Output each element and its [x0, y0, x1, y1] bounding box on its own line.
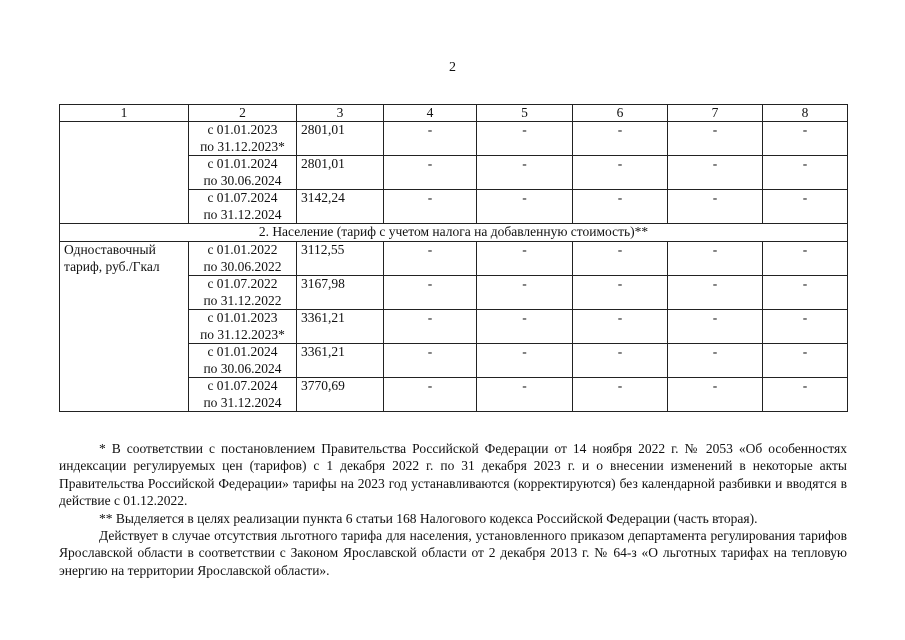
empty-value-cell: - — [384, 276, 477, 310]
empty-value-cell: - — [573, 156, 668, 190]
empty-value-cell: - — [763, 344, 848, 378]
period-cell: с 01.07.2024 по 31.12.2024 — [189, 190, 297, 224]
tariff-value-cell: 3142,24 — [297, 190, 384, 224]
empty-value-cell: - — [573, 242, 668, 276]
page-number: 2 — [449, 60, 456, 75]
tariff-table — [59, 104, 848, 412]
period-cell: с 01.01.2023 по 31.12.2023* — [189, 310, 297, 344]
column-header: 6 — [573, 105, 668, 122]
column-header: 7 — [668, 105, 763, 122]
period-cell: с 01.01.2024 по 30.06.2024 — [189, 156, 297, 190]
period-cell: с 01.01.2024 по 30.06.2024 — [189, 344, 297, 378]
empty-value-cell: - — [668, 378, 763, 412]
period-cell: с 01.01.2022 по 30.06.2022 — [189, 242, 297, 276]
empty-value-cell: - — [477, 242, 573, 276]
empty-value-cell: - — [573, 276, 668, 310]
period-cell: с 01.07.2024 по 31.12.2024 — [189, 378, 297, 412]
empty-value-cell: - — [477, 344, 573, 378]
empty-value-cell: - — [477, 310, 573, 344]
empty-value-cell: - — [763, 190, 848, 224]
table-row — [60, 122, 848, 156]
empty-value-cell: - — [477, 122, 573, 156]
tariff-value-cell: 3361,21 — [297, 344, 384, 378]
empty-value-cell: - — [668, 276, 763, 310]
empty-value-cell: - — [668, 242, 763, 276]
table-header-row — [60, 105, 848, 122]
empty-value-cell: - — [763, 242, 848, 276]
tariff-value-cell: 3361,21 — [297, 310, 384, 344]
footnotes — [59, 440, 847, 579]
column-header: 5 — [477, 105, 573, 122]
tariff-value-cell: 2801,01 — [297, 122, 384, 156]
empty-value-cell: - — [763, 378, 848, 412]
empty-value-cell: - — [573, 310, 668, 344]
column-header: 3 — [297, 105, 384, 122]
footnote-vat-indexation: * В соответствии с постановлением Правительства Российской Федерации от 14 ноября 2022 г. № 2053 «Об особенностях индексации регулируемых цен (тарифов) с 1 декабря 2022 г. по 31 декабря 2023 г. и о внесении изменений в некоторые акты Правительства Российской Федерации» тарифы на 2023 год устанавливаются (корректируются) без календарной разбивки и вводятся в действие с 01.12.2022. — [59, 441, 847, 509]
empty-value-cell: - — [477, 156, 573, 190]
empty-value-cell: - — [384, 310, 477, 344]
tariff-value-cell: 2801,01 — [297, 156, 384, 190]
empty-value-cell: - — [573, 190, 668, 224]
empty-value-cell: - — [668, 190, 763, 224]
tariff-value-cell: 3112,55 — [297, 242, 384, 276]
empty-value-cell: - — [668, 344, 763, 378]
section-title: 2. Население (тариф с учетом налога на добавленную стоимость)** — [60, 224, 848, 242]
footnote-preferential-tariff: Действует в случае отсутствия льготного тарифа для населения, установленного приказом департамента регулирования тарифов Ярославской области в соответствии с Законом Ярославской области от 2 декабря 2013 г. № 64-з «О льготных тарифах на тепловую энергию на территории Ярославской области». — [59, 528, 847, 578]
empty-value-cell: - — [384, 242, 477, 276]
column-header: 2 — [189, 105, 297, 122]
empty-value-cell: - — [763, 310, 848, 344]
empty-value-cell: - — [668, 122, 763, 156]
period-cell: с 01.07.2022 по 31.12.2022 — [189, 276, 297, 310]
empty-value-cell: - — [477, 190, 573, 224]
period-cell: с 01.01.2023 по 31.12.2023* — [189, 122, 297, 156]
empty-value-cell: - — [384, 122, 477, 156]
empty-value-cell: - — [384, 190, 477, 224]
section-heading-row — [60, 224, 848, 242]
column-header: 8 — [763, 105, 848, 122]
empty-value-cell: - — [573, 378, 668, 412]
tariff-value-cell: 3167,98 — [297, 276, 384, 310]
table-row — [60, 242, 848, 276]
empty-value-cell: - — [573, 122, 668, 156]
category-cell-empty — [60, 122, 189, 224]
empty-value-cell: - — [763, 276, 848, 310]
footnote-vat-allocation: ** Выделяется в целях реализации пункта 6 статьи 168 Налогового кодекса Российской Федерации (часть вторая). — [99, 510, 758, 526]
column-header: 1 — [60, 105, 189, 122]
empty-value-cell: - — [668, 156, 763, 190]
empty-value-cell: - — [477, 276, 573, 310]
empty-value-cell: - — [477, 378, 573, 412]
empty-value-cell: - — [384, 156, 477, 190]
empty-value-cell: - — [763, 156, 848, 190]
empty-value-cell: - — [384, 378, 477, 412]
category-cell: Одноставочный тариф, руб./Гкал — [60, 242, 189, 412]
empty-value-cell: - — [763, 122, 848, 156]
empty-value-cell: - — [573, 344, 668, 378]
tariff-value-cell: 3770,69 — [297, 378, 384, 412]
empty-value-cell: - — [668, 310, 763, 344]
empty-value-cell: - — [384, 344, 477, 378]
column-header: 4 — [384, 105, 477, 122]
